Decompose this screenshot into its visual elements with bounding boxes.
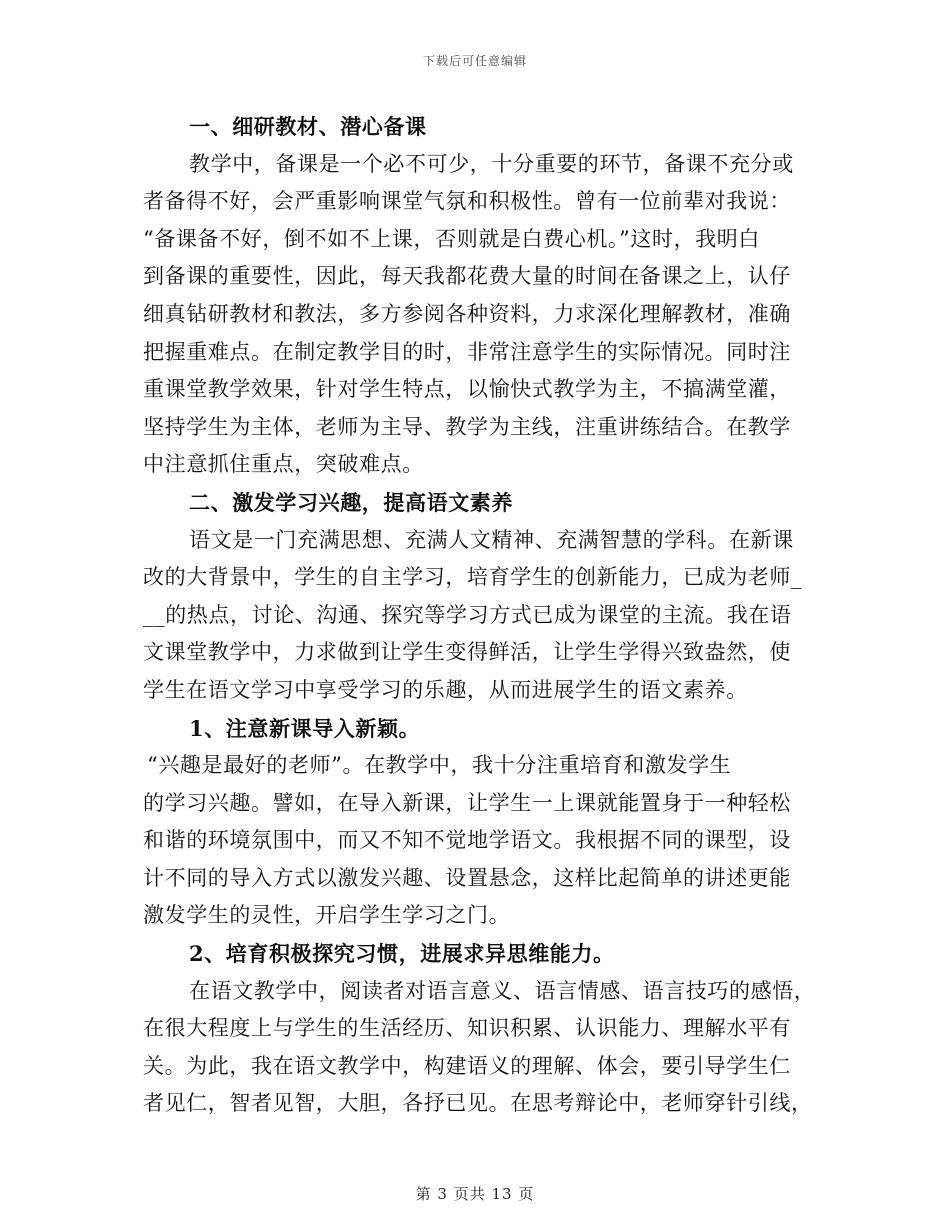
section-heading-2: 二、激发学习兴趣，提高语文素养 (189, 489, 513, 515)
paragraph-line: 中注意抓住重点，突破难点。 (143, 452, 424, 477)
paragraph-line: “备课备不好，倒不如不上课，否则就是白费心机。”这时，我明白 (143, 226, 760, 251)
paragraph-line: 到备课的重要性，因此，每天我都花费大量的时间在备课之上，认仔 (143, 264, 791, 289)
paragraph-line: 者见仁，智者见智，大胆，各抒已见。在思考辩论中，老师穿针引线， (143, 1091, 813, 1116)
document-body (143, 108, 816, 1123)
paragraph-line: 的学习兴趣。譬如，在导入新课，让学生一上课就能置身于一种轻松 (143, 790, 791, 815)
subsection-heading-2: 2、培育积极探究习惯，进展求异思维能力。 (189, 941, 615, 967)
page-header-note: 下载后可任意编辑 (422, 54, 527, 68)
paragraph-line: __的热点，讨论、沟通、探究等学习方式已成为课堂的主流。我在语 (143, 602, 792, 627)
paragraph-line: 关。为此，我在语文教学中，构建语义的理解、体会，要引导学生仁 (143, 1053, 791, 1078)
paragraph-line: 改的大背景中，学生的自主学习，培育学生的创新能力，已成为老师_ (143, 565, 803, 590)
page-number: 第 3 页共 13 页 (415, 1185, 535, 1203)
paragraph-line: 者备得不好，会严重影响课堂气氛和积极性。曾有一位前辈对我说： (143, 189, 791, 214)
paragraph-line: 在语文教学中，阅读者对语言意义、语言情感、语言技巧的感悟， (189, 978, 816, 1003)
paragraph-line: 语文是一门充满思想、充满人文精神、充满智慧的学科。在新课 (189, 527, 794, 552)
paragraph-line: 在很大程度上与学生的生活经历、知识积累、认识能力、理解水平有 (143, 1016, 791, 1041)
paragraph-line: 文课堂教学中，力求做到让学生变得鲜活，让学生学得兴致盎然，使 (143, 640, 791, 665)
paragraph-line: 和谐的环境氛围中，而又不知不觉地学语文。我根据不同的课型，设 (143, 828, 791, 853)
paragraph-line: 教学中，备课是一个必不可少，十分重要的环节，备课不充分或 (189, 151, 794, 176)
paragraph-line: 把握重难点。在制定教学目的时，非常注意学生的实际情况。同时注 (143, 339, 791, 364)
paragraph-line: 坚持学生为主体，老师为主导、教学为主线，注重讲练结合。在教学 (143, 414, 791, 439)
paragraph-line: 激发学生的灵性，开启学生学习之门。 (143, 903, 511, 928)
paragraph-line: 计不同的导入方式以激发兴趣、设置悬念，这样比起简单的讲述更能 (143, 865, 791, 890)
paragraph-line: 细真钻研教材和教法，多方参阅各种资料，力求深化理解教材，准确 (143, 301, 791, 326)
subsection-heading-1: 1、注意新课导入新颖。 (189, 715, 421, 741)
paragraph-line: “兴趣是最好的老师”。在教学中，我十分注重培育和激发学生 (147, 753, 732, 778)
section-heading-1: 一、细研教材、潜心备课 (189, 114, 427, 139)
paragraph-line: 学生在语文学习中享受学习的乐趣，从而进展学生的语文素养。 (143, 677, 748, 702)
paragraph-line: 重课堂教学效果，针对学生特点，以愉快式教学为主，不搞满堂灌， (143, 377, 791, 402)
